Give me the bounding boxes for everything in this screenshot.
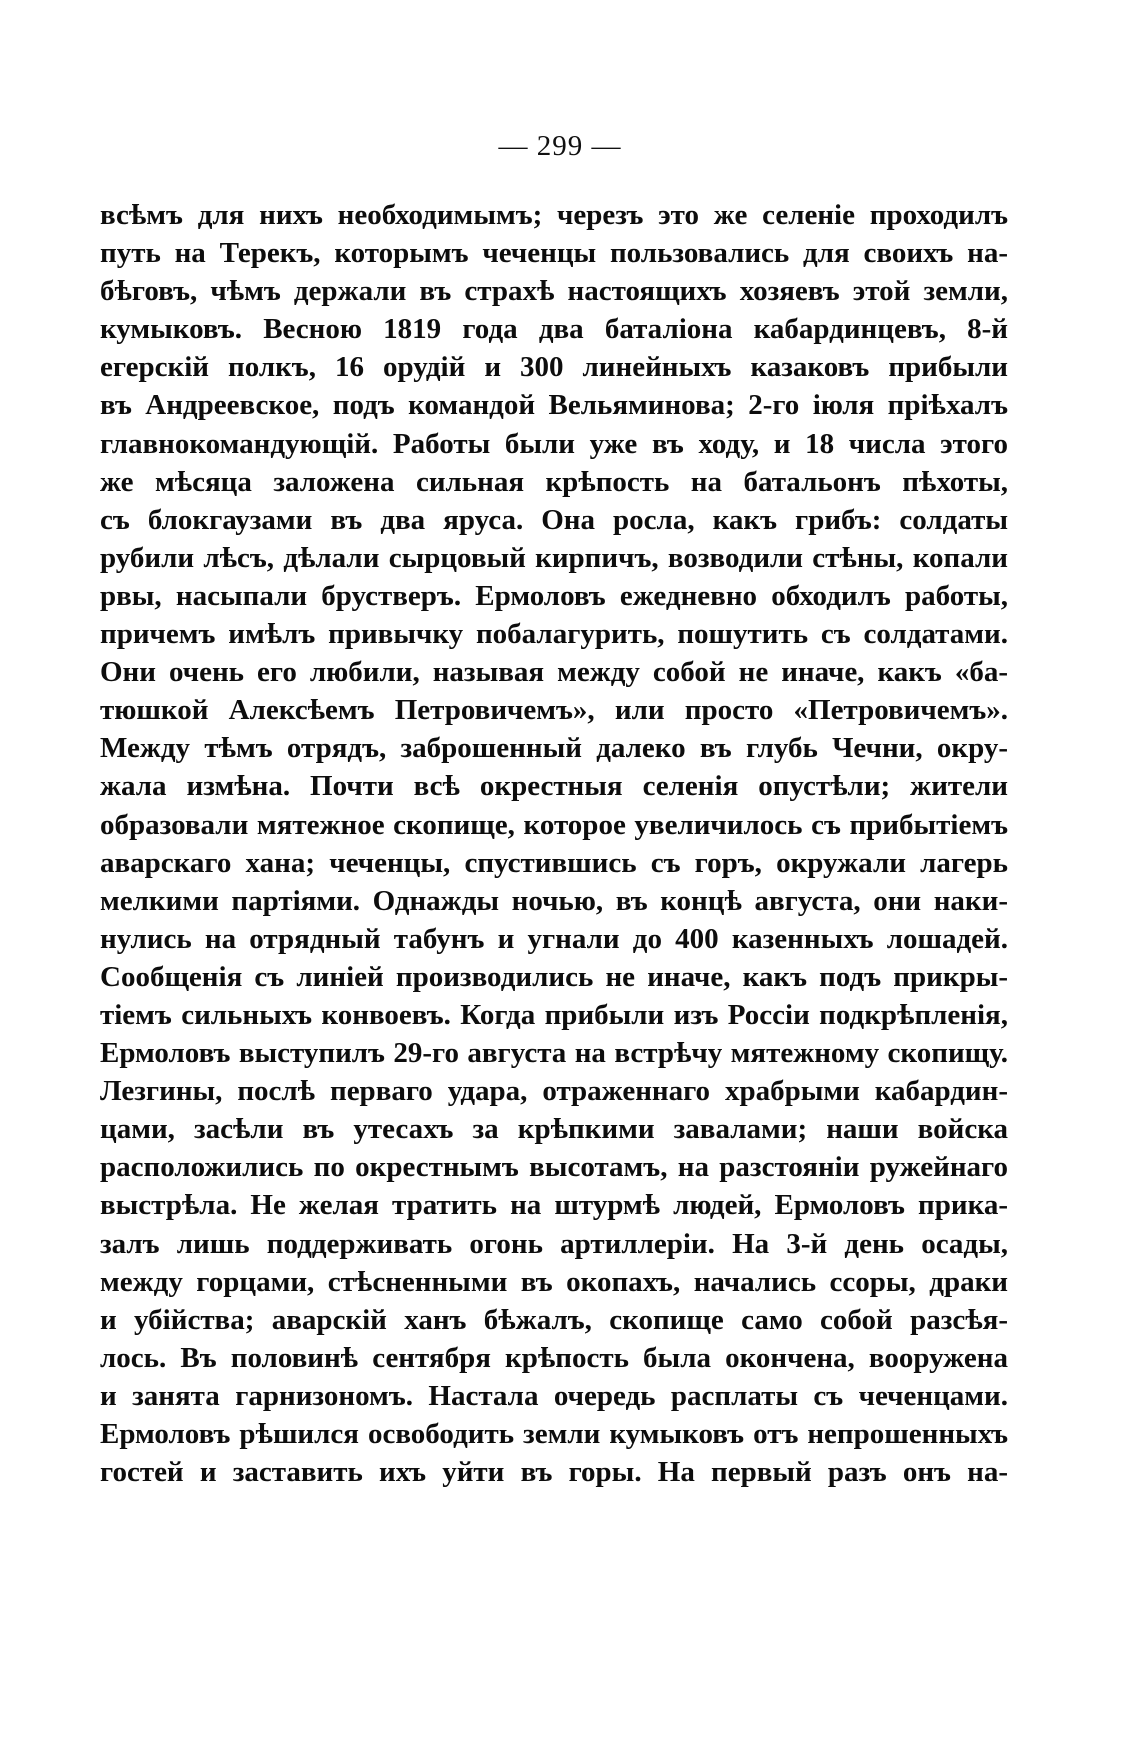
text-line: аварскаго хана; чеченцы, спустившись съ горъ, окружали лагерь	[100, 846, 1008, 879]
text-line: причемъ имѣлъ привычку побалагурить, пошутить съ солдатами.	[100, 618, 1008, 651]
text-line: же мѣсяца заложена сильная крѣпость на батальонъ пѣхоты,	[100, 465, 1008, 498]
text-line: тюшкой Алексѣемъ Петровичемъ», или просто «Петровичемъ».	[100, 694, 1008, 727]
text-line: Сообщенія съ линіей производились не иначе, какъ подъ прикры-	[100, 960, 1008, 993]
text-line: въ Андреевское, подъ командой Вельяминова; 2-го іюля пріѣхалъ	[100, 389, 1008, 422]
text-line: выстрѣла. Не желая тратить на штурмѣ людей, Ермоловъ прика-	[100, 1189, 1008, 1222]
text-line: бѣговъ, чѣмъ держали въ страхѣ настоящихъ хозяевъ этой земли,	[100, 275, 1008, 308]
text-line: всѣмъ для нихъ необходимымъ; черезъ это же селеніе проходилъ	[100, 199, 1008, 231]
text-line: кумыковъ. Весною 1819 года два баталіона кабардинцевъ, 8-й	[100, 313, 1008, 346]
text-line: рубили лѣсъ, дѣлали сырцовый кирпичъ, возводили стѣны, копали	[100, 541, 1008, 574]
text-line: егерскій полкъ, 16 орудій и 300 линейныхъ казаковъ прибыли	[100, 351, 1008, 384]
text-line: путь на Терекъ, которымъ чеченцы пользовались для своихъ на-	[100, 237, 1008, 270]
text-line: главнокомандующій. Работы были уже въ ходу, и 18 числа этого	[100, 427, 1008, 460]
text-line: лось. Въ половинѣ сентября крѣпость была окончена, вооружена	[100, 1341, 1008, 1374]
text-line: Ермоловъ рѣшился освободить земли кумыковъ отъ непрошенныхъ	[100, 1418, 1008, 1450]
text-line: образовали мятежное скопище, которое увеличилось съ прибытіемъ	[100, 808, 1008, 841]
text-line: рвы, насыпали брустверъ. Ермоловъ ежедневно обходилъ работы,	[100, 579, 1008, 612]
text-line: между горцами, стѣсненными въ окопахъ, начались ссоры, драки	[100, 1265, 1008, 1298]
text-line: цами, засѣли въ утесахъ за крѣпкими завалами; наши войска	[100, 1113, 1008, 1146]
text-line: залъ лишь поддерживать огонь артиллеріи. На 3-й день осады,	[100, 1227, 1008, 1260]
text-line: жала измѣна. Почти всѣ окрестныя селенія опустѣли; жители	[100, 770, 1008, 803]
text-line: съ блокгаузами въ два яруса. Она росла, какъ грибъ: солдаты	[100, 503, 1008, 536]
text-line: нулись на отрядный табунъ и угнали до 400 казенныхъ лошадей.	[100, 922, 1008, 955]
text-line: и занята гарнизономъ. Настала очередь расплаты съ чеченцами.	[100, 1379, 1008, 1412]
text-line: расположились по окрестнымъ высотамъ, на разстояніи ружейнаго	[100, 1151, 1008, 1184]
text-line: тіемъ сильныхъ конвоевъ. Когда прибыли изъ Россіи подкрѣпленія,	[100, 998, 1008, 1031]
text-line: гостей и заставить ихъ уйти въ горы. На первый разъ онъ на-	[100, 1456, 1008, 1489]
text-line: Между тѣмъ отрядъ, заброшенный далеко въ глубь Чечни, окру-	[100, 732, 1008, 765]
text-line: Они очень его любили, называя между собой не иначе, какъ «ба-	[100, 656, 1008, 689]
text-line: мелкими партіями. Однажды ночью, въ концѣ августа, они наки-	[100, 884, 1008, 917]
text-line: и убійства; аварскій ханъ бѣжалъ, скопище само собой разсѣя-	[100, 1303, 1008, 1336]
body-text	[100, 196, 1008, 1491]
page-number: — 299 —	[498, 130, 622, 162]
text-line: Ермоловъ выступилъ 29-го августа на встрѣчу мятежному скопищу.	[100, 1037, 1008, 1070]
text-line: Лезгины, послѣ перваго удара, отраженнаго храбрыми кабардин-	[100, 1075, 1008, 1108]
